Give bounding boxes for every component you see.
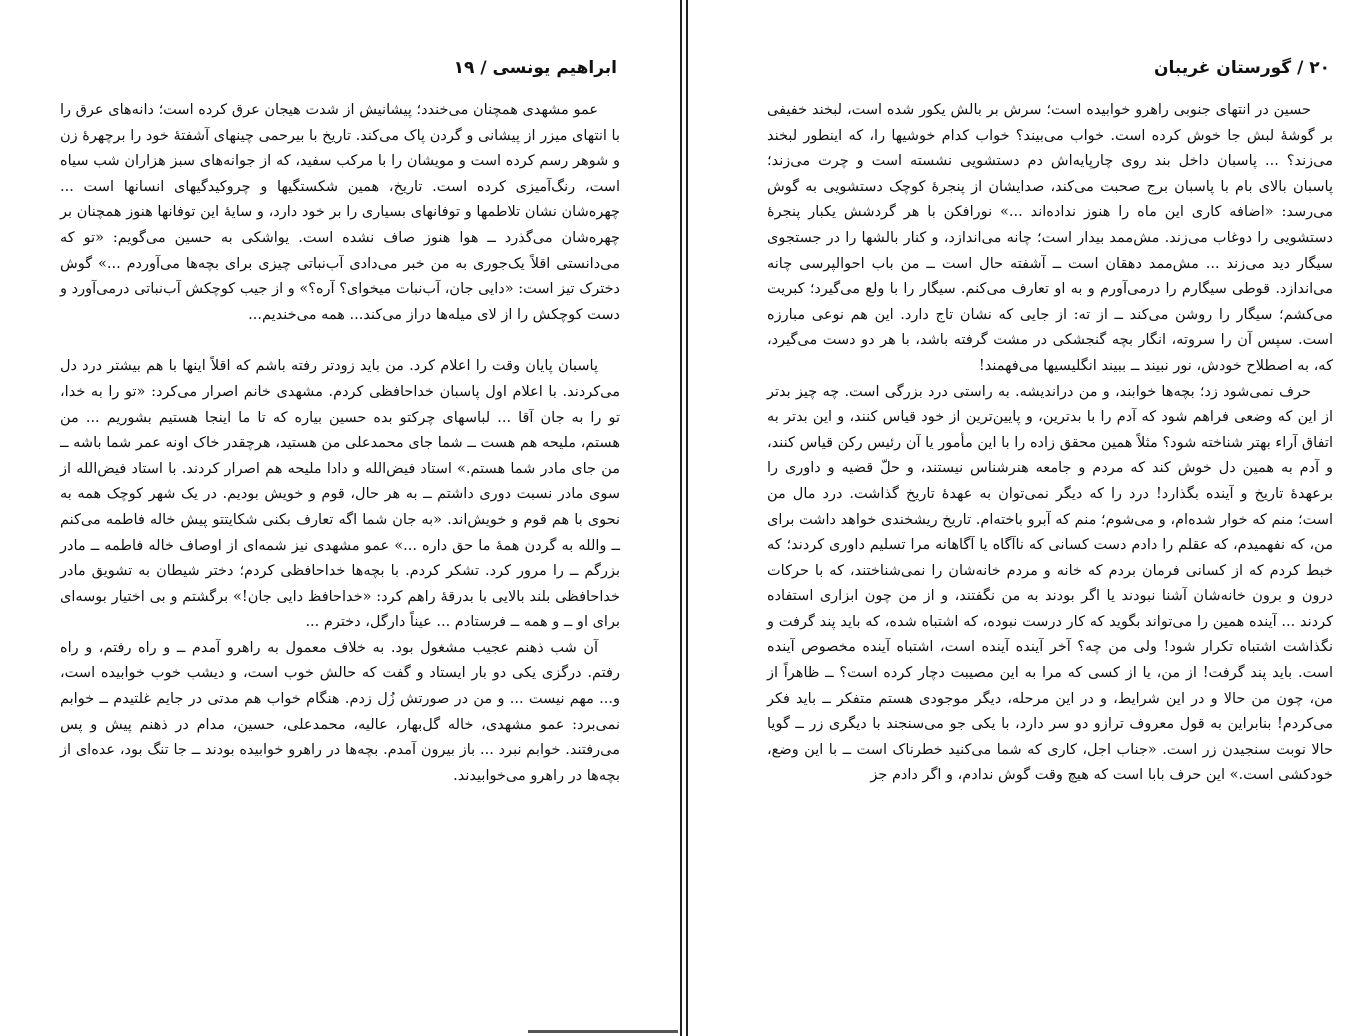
right-paragraph-1: حسین در انتهای جنوبی راهرو خوابیده است؛ سرش بر بالش یکور شده است، لبخند خفیفی بر گوشهٔ لبش جا خوش کرده است. خواب می‌بیند؟ خواب کدام خوشیها را، که اینطور لبخند می‌زند؟ ... پاسبان داخل بند روی چارپایه‌اش دم دستشویی نشسته است و چرت می‌زند؛ پاسبان بالای بام با پاسبان برج صحبت می‌کند، صدایشان از پنجرهٔ کوچک دستشویی به گوش می‌رسد: «اضافه کاری این ماه را هنوز نداده‌اند ...» نورافکن با هر گردشش یکبار پنجرهٔ دستشویی را دوغاب می‌زند. مش‌ممد بیدار است؛ چانه می‌اندازد، و کنار بالشها را در جستجوی سیگار دید می‌زند ... مش‌ممد دهقان است ــ آشفته حال است ــ من باب احوالپرسی چانه می‌اندازد. قوطی سیگارم را درمی‌آورم و به او تعارف می‌کنم. سیگار را با ولع می‌گیرد؛ کبریت می‌کشم؛ سیگار را روشن می‌کند ــ از ته: از جایی که نشان تاج دارد. این هم نوعی مبارزه است. سپس آن را سروته، انگار بچه گنجشکی در مشت گرفته باشد، با هر دو دست می‌گیرد، که، به اصطلاح خودش، نور نبیند ــ ببیند انگلیسیها می‌فهمند! [767, 102, 1333, 374]
left-running-head: ابراهیم یونسی / ۱۹ [453, 58, 617, 78]
right-paragraph-2: حرف نمی‌شود زد؛ بچه‌ها خوابند، و من دراندیشه. به راستی درد بزرگی است. چه چیز بدتر از این که وضعی فراهم شود که آدم را با بدترین، و پایین‌ترین از خود قیاس کنند، و این بدتر به اتفاق آراء بهتر شناخته شود؟ مثلاً همین محقق زاده را با این مأمور یا آن رئیس رکن قیاس کنند، و آدم به همین دل خوش کند که مردم و جامعه هنرشناس نیستند، و حلّ قضیه و داوری را برعهدهٔ تاریخ و آینده بگذارد! درد را که دیگر نمی‌توان به عهدهٔ تاریخ گذاشت. درد مال من است؛ منم که خوار شده‌ام، و می‌شوم؛ منم که آبرو باخته‌ام. تاریخ ریشخندی خواهد داشت برای من، که نفهمیدم، که عقلم را دادم دست کسانی که ناآگاه یا آگاهانه مرا تسلیم داوری کردند؛ که خبط کردم که از کسانی فرمان بردم که خانه و مردم خانه‌شان را نمی‌شناختند، که با حرکات درون و برون خانه‌شان آشنا نبودند یا اگر بودند به من نگفتند، و از من چون ابزاری استفاده کردند ... آینده همین را می‌تواند بگوید که کار درست نبوده، که اشتباه شده، که باید پند گرفت و نگذاشت اشتباه تکرار شود! ولی من چه؟ آخر آینده آینده است، اشتباه آینده مخصوص آینده است. باید پند گرفت! از من، یا از کسی که مرا به این مصیبت دچار کرده است؟ ــ ظاهراً از من، چون من حالا و در این شرایط، و در این مرحله، دیگر موجودی هستم متفکر ــ باید فکر می‌کردم! بنابراین به قول معروف ترازو دو سر دارد، با یکی جو می‌سنجند با دیگری زر ــ گویا حالا نوبت سنجیدن زر است. «جناب اجل، کاری که شما می‌کنید خطرناک است ــ با این وضع، خودکشی است.» این حرف بابا است که هیچ وقت گوش ندادم، و اگر دادم جز [767, 383, 1333, 784]
left-body-text [60, 98, 620, 789]
right-page [689, 0, 1370, 1036]
left-page [0, 0, 679, 1036]
gutter-line [680, 0, 682, 1036]
gutter-line [686, 0, 688, 1036]
left-paragraph-2: پاسبان پایان وقت را اعلام کرد. من باید زودتر رفته باشم که اقلاً اینها با هم بیشتر درد دل می‌کردند. با اعلام اول پاسبان خداحافظی کردم. مشهدی خانم اصرار می‌کرد: «تو را به خدا، تو را به جان آقا ... لباسهای چرکتو بده حسین بیاره که تا ما اینجا هستیم بشوریم ... من هستم، ملیحه هم هست ــ شما جای محمدعلی من هستید، هرچقدر خاک اونه عمر شما باشه ــ من جای مادر شما هستم.» استاد فیض‌الله و دادا ملیحه هم اصرار کردند. با استاد فیض‌الله از سوی مادر نسبت دوری داشتم ــ به هر حال، قوم و خویش بودیم. در یک شهر کوچک همه به نحوی با هم قوم و خویش‌اند. «به جان شما اگه تعارف بکنی شکایتتو پیش خاله فاطمه می‌کنم ــ والله به گردن همهٔ ما حق داره ...» عمو مشهدی نیز شمه‌ای از اوصاف خاله فاطمه ــ مادر بزرگم ــ را مرور کرد. تشکر کردم. با بچه‌ها خداحافظی کردم؛ دختر شیطان به تشویق مادر خداحافظی بلند بالایی با بدرقهٔ راهم کرد: «خداحافظ دایی جان!» برگشتم و بی اختیار بوسه‌ای برای او ــ و همه ــ فرستادم ... عیناً دارگل، دخترم ... [60, 358, 620, 631]
right-running-head: ۲۰ / گورستان غریبان [1153, 58, 1330, 78]
left-paragraph-1: عمو مشهدی همچنان می‌خندد؛ پیشانیش از شدت هیجان عرق کرده است؛ دانه‌های عرق را با انتهای میزر از پیشانی و گردن پاک می‌کند. تاریخ با بیرحمی چینهای آشفتهٔ خود را برچهرهٔ زن و شوهر رسم کرده است و مویشان را با مرکب سفید، که از جوانه‌های سبز هزاران شب سیاه است، رنگ‌آمیزی کرده است. تاریخ، همین شکستگیها و چروکیدگیهای انسانها است ... چهره‌شان نشان تلاطمها و توفانهای بسیاری را بر خود دارد، و سایهٔ این توفانها هنوز همچنان بر چهره‌شان می‌گذرد ــ هوا هنوز صاف نشده است. یواشکی به حسین می‌گویم: «تو که می‌دانستی اقلاً یک‌جوری به من خبر می‌دادی آب‌نباتی چیزی برای بچه‌ها می‌آوردم ...» گوش دخترک تیز است: «دایی جان، آب‌نبات میخوای؟ آره؟» و از جیب کوچکش آب‌نباتی درمی‌آورد و دست کوچکش را از لای میله‌ها دراز می‌کند... همه می‌خندیم... [60, 102, 620, 323]
bottom-rule [528, 1030, 678, 1033]
left-paragraph-3: آن شب ذهنم عجیب مشغول بود. به خلاف معمول به راهرو آمدم ــ و راه رفتم، و راه رفتم. درگزی یکی دو بار ایستاد و گفت که حالش خوب است، و دیشب خوب خوابیده است، و... مهم نیست ... و من در صورتش زُل زدم. هنگام خواب هم مدتی در جایم غلتیدم ــ خوابم نمی‌برد: عمو مشهدی، خاله گل‌بهار، عالیه، محمدعلی، حسین، مدام در ذهنم پیش و پس می‌رفتند. خوابم نبرد ... باز بیرون آمدم. بچه‌ها در راهرو خوابیده بودند ــ جا تنگ بود، عده‌ای از بچه‌ها در راهرو می‌خوابیدند. [60, 639, 620, 784]
right-body-text [767, 98, 1333, 789]
